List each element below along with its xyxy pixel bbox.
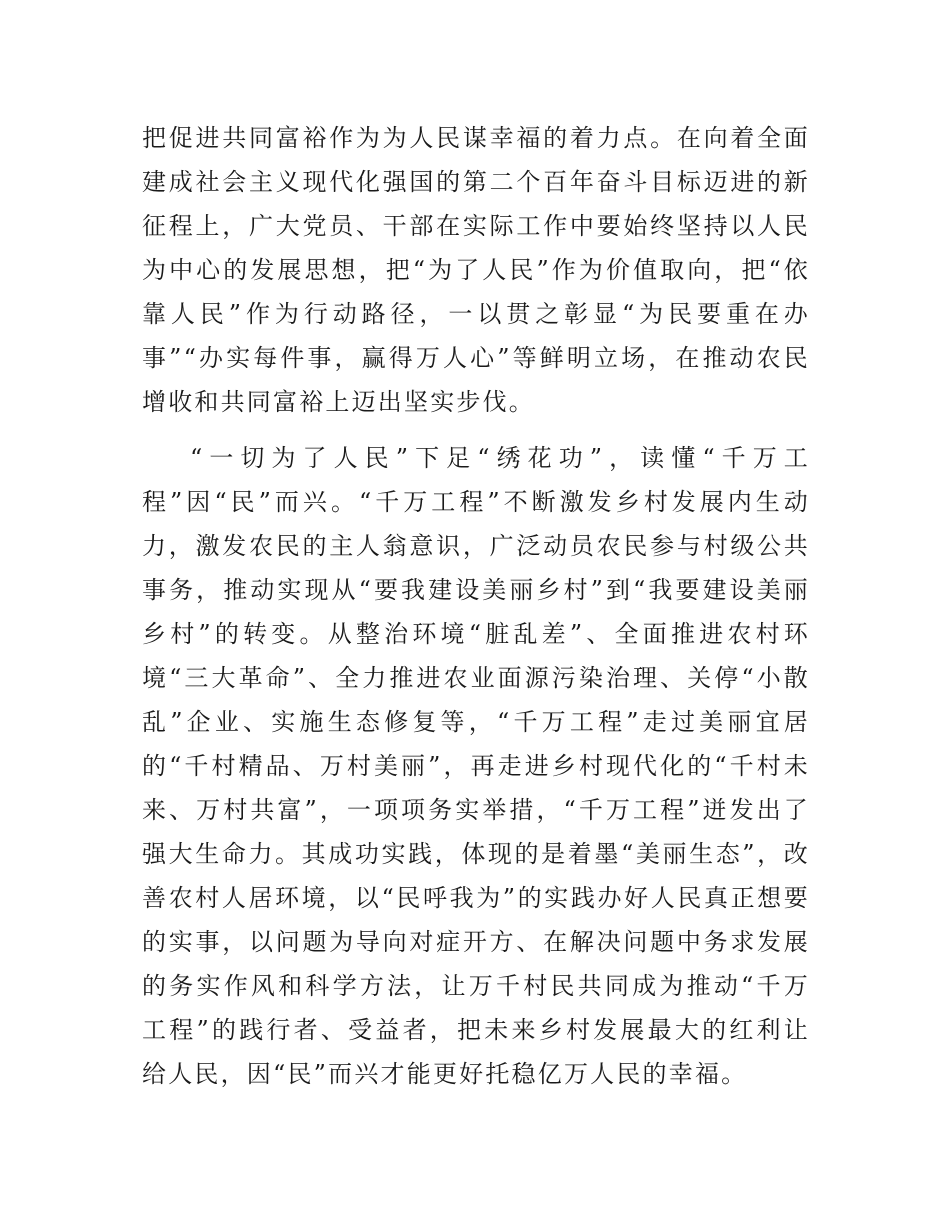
document-body <box>142 116 810 1096</box>
paragraph-qianwan-project: “一切为了人民”下足“绣花功”，读懂“千万工程”因“民”而兴。“千万工程”不断激发乡村发展内生动力，激发农民的主人翁意识，广泛动员农民参与村级公共事务，推动实现从“要我建设美丽乡村”到“我要建设美丽乡村”的转变。从整治环境“脏乱差”、全面推进农村环境“三大革命”、全力推进农业面源污染治理、关停“小散乱”企业、实施生态修复等，“千万工程”走过美丽宜居的“千村精品、万村美丽”，再走进乡村现代化的“千村未来、万村共富”，一项项务实举措，“千万工程”迸发出了强大生命力。其成功实践，体现的是着墨“美丽生态”，改善农村人居环境，以“民呼我为”的实践办好人民真正想要的实事，以问题为导向对症开方、在解决问题中务求发展的务实作风和科学方法，让万千村民共同成为推动“千万工程”的践行者、受益者，把未来乡村发展最大的红利让给人民，因“民”而兴才能更好托稳亿万人民的幸福。 <box>142 444 810 1088</box>
paragraph-continuation: 把促进共同富裕作为为人民谋幸福的着力点。在向着全面建成社会主义现代化强国的第二个百年奋斗目标迈进的新征程上，广大党员、干部在实际工作中要始终坚持以人民为中心的发展思想，把“为了人民”作为价值取向，把“依靠人民”作为行动路径，一以贯之彰显“为民要重在办事”“办实每件事，赢得万人心”等鲜明立场，在推动农民增收和共同富裕上迈出坚实步伐。 <box>142 124 810 416</box>
